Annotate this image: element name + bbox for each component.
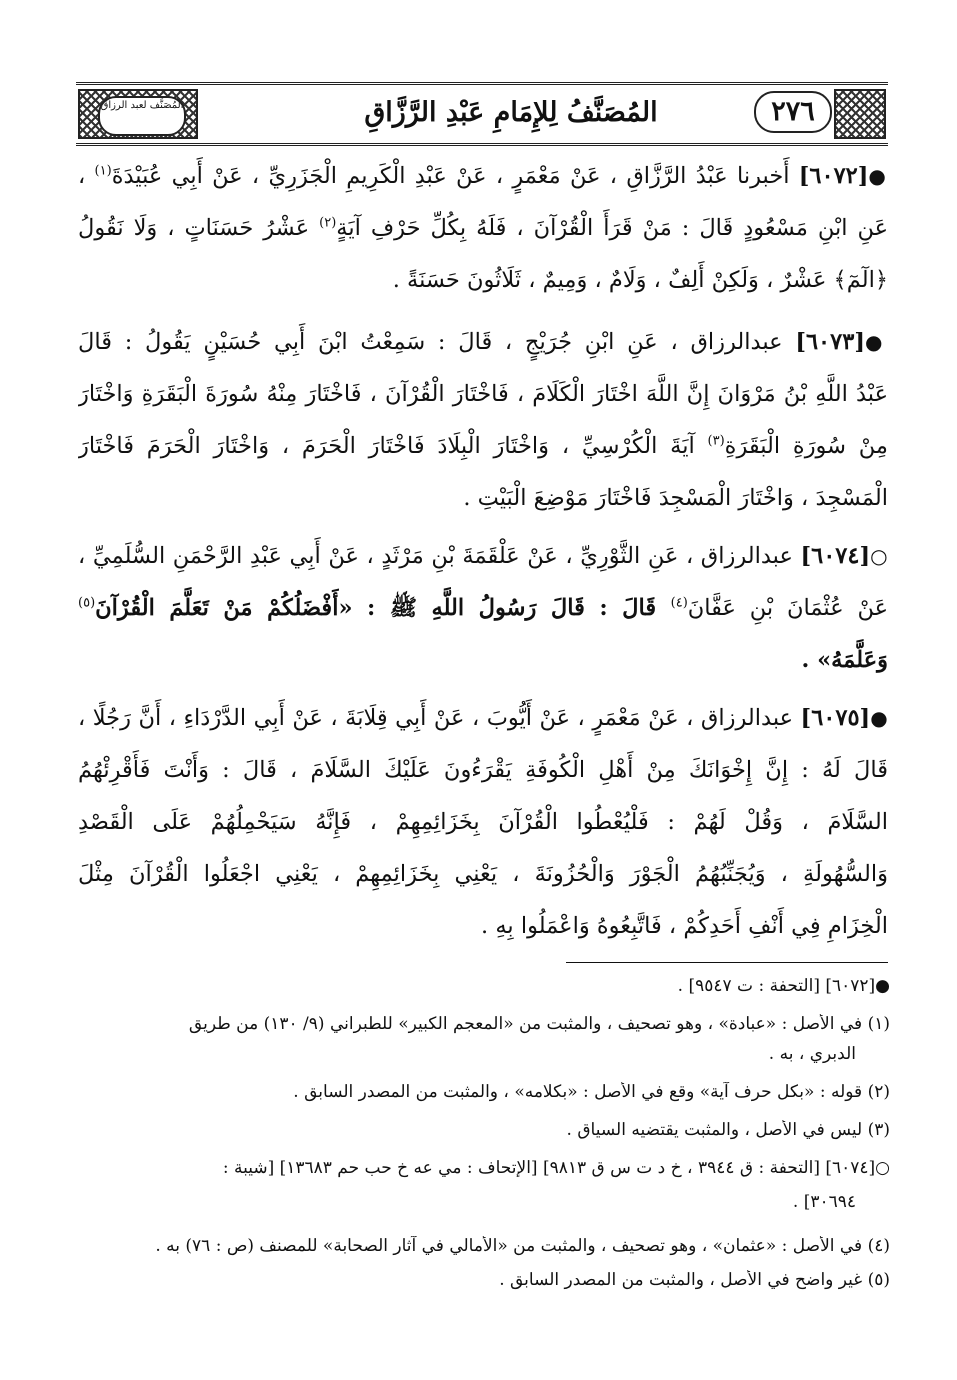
entry-line: [78, 582, 888, 634]
header-ornament-right: [834, 89, 886, 139]
entry-ref: [٦٠٧٤]: [800, 543, 871, 569]
entry-text: عبدالرزاق ، عَنِ ابْنِ جُرَيْجٍ ، قَالَ : سَمِعْتُ ابْنَ أَبِي حُسَيْنٍ يَقُولُ : قَالَ: [78, 329, 796, 355]
bullet-icon: ●: [868, 164, 888, 188]
entry-ref: [٦٠٧٥]: [800, 705, 871, 731]
footnote-separator: [566, 962, 888, 963]
entry-line: [78, 316, 888, 368]
hadith-entry-6074: [78, 530, 888, 686]
entry-text: مِنْ سُورَةِ الْبَقَرَةِ: [724, 433, 888, 459]
entry-text: عَنْ عُثْمَانَ بْنِ عَفَّانَ: [687, 595, 888, 621]
entry-line: [78, 472, 888, 524]
entry-text: عبدالرزاق ، عَنْ مَعْمَرٍ ، عَنْ أَيُّوبَ ، عَنْ أَبِي قِلَابَةَ ، عَنْ أَبِي الدَّرْدَاءِ ، أَنَّ رَجُلًا ،: [78, 705, 801, 731]
entry-text: ،: [78, 163, 95, 189]
footnote-takhrij-6072: ●[٦٠٧٢] [التحفة : ت ٩٥٤٧] .: [677, 976, 890, 996]
bullet-icon: ●: [864, 330, 888, 354]
hadith-entry-6073: [78, 316, 888, 524]
hadith-entry-6072: [78, 150, 888, 306]
footnote-marker: (٤): [670, 595, 688, 611]
entry-text: أَخبرنا عَبْدُ الرَّزَّاقِ ، عَنْ مَعْمَرٍ ، عَنْ عَبْدِ الْكَرِيمِ الْجَزَرِيِّ ، عَنْ أَبِي عُبَيْدَةَ: [111, 163, 799, 189]
entry-text: الْمَسْجِدَ ، وَاخْتَارَ الْمَسْجِدَ فَاخْتَارَ مَوْضِعَ الْبَيْتِ .: [463, 485, 888, 511]
entry-text: قَالَ : قَالَ رَسُولُ اللَّهِ ﷺ : «أَفْضَلُكُمْ مَنْ تَعَلَّمَ الْقُرْآنَ: [95, 595, 671, 621]
entry-text: قَالَ لَهُ : إِنَّ إِخْوَانَكَ مِنْ أَهْلِ الْكُوفَةِ يَقْرَءُونَ عَلَيْكَ السَّلَامَ ، قَالَ : وَأَنْتَ فَأَقْرِئْهُمُ: [78, 757, 888, 783]
header-ornament-left: [78, 89, 198, 139]
hollow-bullet-icon: ○: [870, 544, 888, 568]
entry-line: [78, 530, 888, 582]
footnote-marker: (٣): [707, 433, 725, 449]
footnote-5: (٥) غير واضح في الأصل ، والمثبت من المصدر السابق .: [499, 1270, 890, 1290]
entry-line: [78, 254, 888, 306]
entry-ref: [٦٠٧٢]: [798, 163, 869, 189]
entry-line: [78, 202, 888, 254]
footnote-1: (١) في الأصل : «عبادة» ، وهو تصحيف ، والمثبت من «المعجم الكبير» للطبراني (٩/ ١٣٠) من طريق: [188, 1014, 890, 1034]
page-header: [76, 82, 888, 146]
footnote-marker: (٥): [78, 595, 96, 611]
entry-line: [78, 900, 888, 952]
entry-text: الْخِزَامِ فِي أَنْفِ أَحَدِكُمْ ، فَاتَّبِعُوهُ وَاعْمَلُوا بِهِ .: [481, 913, 888, 939]
entry-line: [78, 368, 888, 420]
footnote-1-continued: الدبري ، به .: [768, 1044, 856, 1064]
entry-line: [78, 634, 888, 686]
entry-text: السَّلَامَ ، وَقُلْ لَهُمْ : فَلْيُعْطُوا الْقُرْآنَ بِخَزَائِمِهِمْ ، فَإِنَّهُ سَيَحْمِلُهُمْ عَلَى الْقَصْدِ: [78, 809, 888, 835]
hadith-entry-6075: [78, 692, 888, 952]
entry-text: عَبْدُ اللَّهِ بْنُ مَرْوَانَ إِنَّ اللَّهَ اخْتَارَ الْكَلَامَ ، فَاخْتَارَ الْقُرْآنَ ، فَاخْتَارَ مِنْهُ سُورَةَ الْبَقَرَةِ وَاخْتَارَ: [78, 381, 888, 407]
book-title: المُصَنَّفُ لِلإِمَامِ عَبْدِ الرَّزَّاقِ: [364, 97, 658, 128]
entry-text: عَنِ ابْنِ مَسْعُودٍ قَالَ : مَنْ قَرَأَ الْقُرْآنَ ، فَلَهُ بِكُلِّ حَرْفِ آيَةٍ: [336, 215, 888, 241]
entry-line: [78, 692, 888, 744]
footnote-4: (٤) في الأصل : «عثمان» ، وهو تصحيف ، والمثبت من «الأمالي في آثار الصحابة» للمصنف (ص : ٧٦) به .: [155, 1236, 890, 1256]
entry-text: آيَةَ الْكُرْسِيِّ ، وَاخْتَارَ الْبِلَادَ فَاخْتَارَ الْحَرَمَ ، وَاخْتَارَ الْحَرَمَ فَاخْتَارَ: [78, 433, 708, 459]
entry-text: عَشْرُ حَسَنَاتٍ ، وَلَا نَقُولُ: [78, 215, 320, 241]
entry-line: [78, 796, 888, 848]
header-medallion: المُصَنَّف لعبد الرزاق: [98, 96, 186, 136]
bullet-icon: ●: [870, 706, 888, 730]
entry-text: ﴿الٓمٓ﴾ عَشْرٌ ، وَلَكِنْ أَلِفٌ ، وَلَامٌ ، وَمِيمٌ ، ثَلَاثُونَ حَسَنَةً .: [392, 267, 888, 293]
footnote-takhrij-6074: ○[٦٠٧٤] [التحفة : ق ٣٩٤٤ ، خ د ت س ق ٩٨١٣] [الإتحاف : مي عه خ حب حم ١٣٦٨٣] [شيبة :: [222, 1158, 890, 1178]
entry-text: وَعَلَّمَهُ» .: [801, 647, 888, 673]
entry-line: [78, 744, 888, 796]
entry-line: [78, 420, 888, 472]
entry-text: عبدالرزاق ، عَنِ الثَّوْرِيِّ ، عَنْ عَلْقَمَةَ بْنِ مَرْثَدٍ ، عَنْ أَبِي عَبْدِ الرَّحْمَنِ السُّلَمِيِّ ،: [78, 543, 801, 569]
entry-ref: [٦٠٧٣]: [795, 329, 865, 355]
entry-text: وَالسُّهُولَةِ ، وَيُجَنِّبُهُمُ الْجَوْرَ وَالْحُزُونَةَ ، يَعْنِي بِخَزَائِمِهِمْ ، يَعْنِي اجْعَلُوا الْقُرْآنَ مِثْلَ: [78, 861, 888, 887]
footnote-marker: (٢): [319, 215, 337, 231]
footnote-marker: (١): [94, 163, 112, 179]
footnote-2: (٢) قوله : «بكل حرف آية» وقع في الأصل : «بكلامه» ، والمثبت من المصدر السابق .: [293, 1082, 890, 1102]
entry-line: [78, 150, 888, 202]
page-number: ٢٧٦: [754, 91, 832, 133]
footnote-3: (٣) ليس في الأصل ، والمثبت يقتضيه السياق .: [566, 1120, 890, 1140]
entry-line: [78, 848, 888, 900]
footnote-takhrij-6074-continued: ٣٠٦٩٤] .: [792, 1192, 856, 1212]
